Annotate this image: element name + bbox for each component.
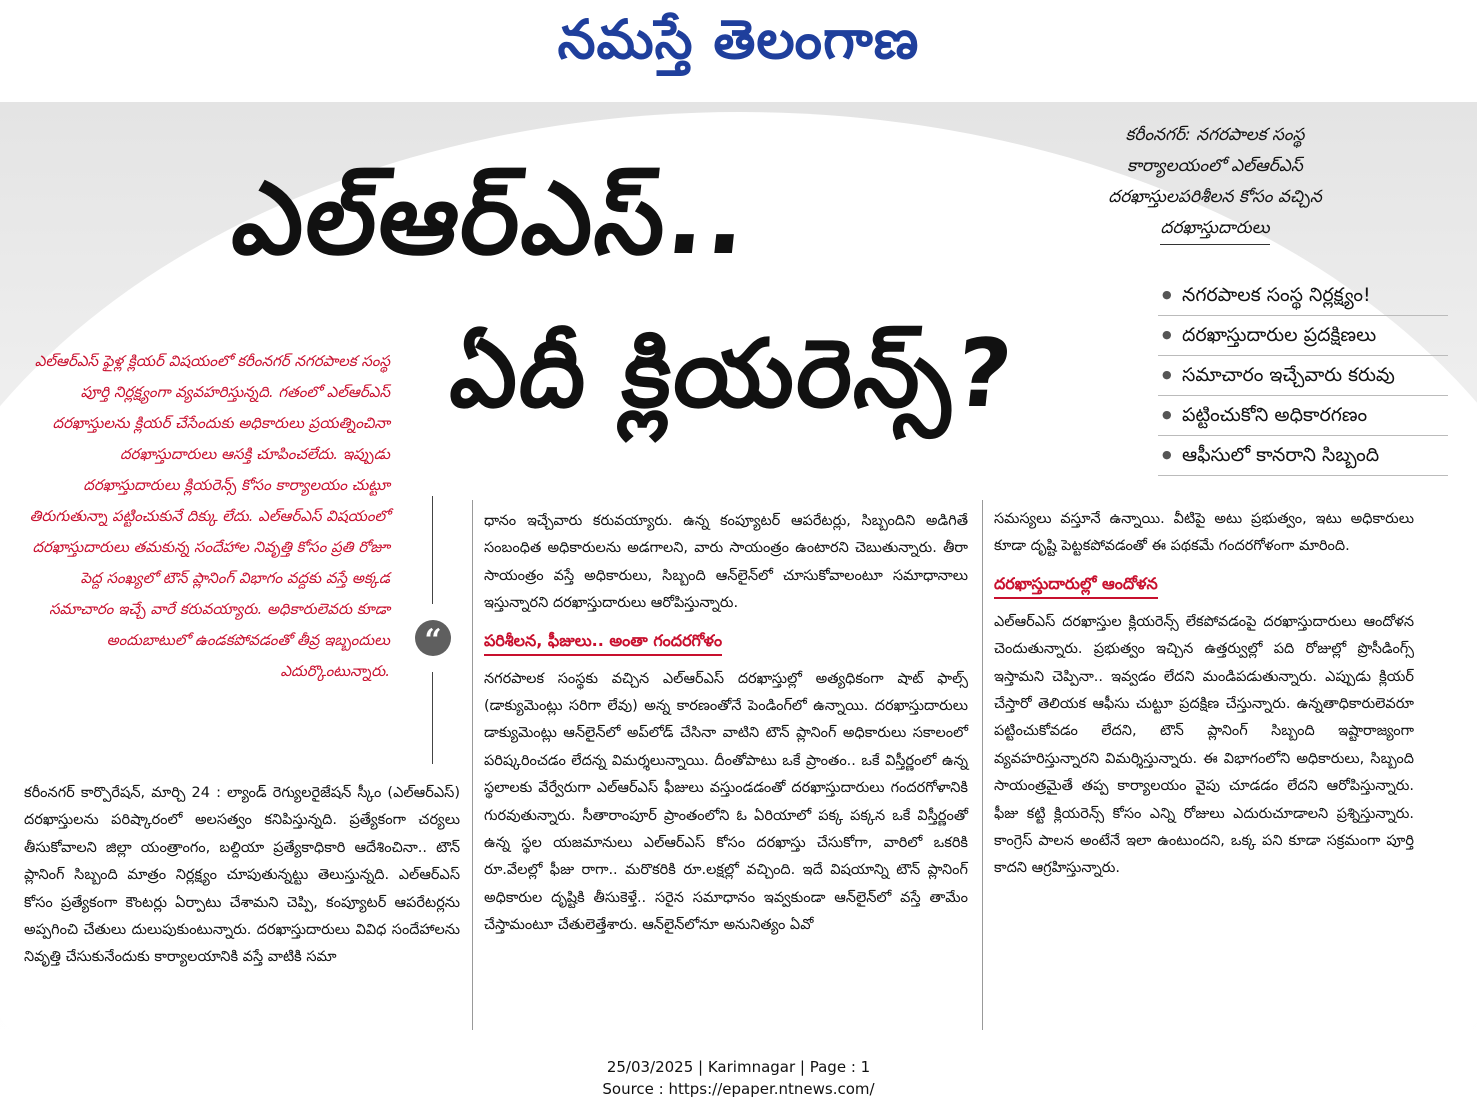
article-column-3	[994, 506, 1414, 883]
photo-caption	[1050, 120, 1380, 245]
article-paragraph: నగరపాలక సంస్థకు వచ్చిన ఎల్‌ఆర్‌ఎస్ దరఖాస్తుల్లో అత్యధికంగా షాట్ ఫాల్స్ (డాక్యుమెంట్లు సరిగా లేవు) అన్న కారణంతోనే పెండింగ్‌లో ఉన్నాయి. దరఖాస్తుదారులు డాక్యుమెంట్లు ఆన్‌లైన్‌లో అప్‌లోడ్ చేసినా వాటిని టౌన్ ప్లానింగ్ అధికారులు సకాలంలో పరిష్కరించడం లేదన్న విమర్శలున్నాయి. దీంతోపాటు ఒకే ప్రాంతం.. ఒకే విస్తీర్ణంలో ఉన్న స్థలాలకు వేర్వేరుగా ఎల్‌ఆర్‌ఎస్ ఫీజులు వస్తుండడంతో దరఖాస్తుదారులు గందరగోళానికి గురవుతున్నారు. సీతారాంపూర్ ప్రాంతంలోని ఓ ఏరియాలో పక్క పక్కన ఒకే విస్తీర్ణంతో ఉన్న స్థల యజమానులు ఎల్‌ఆర్‌ఎస్ కోసం దరఖాస్తు చేసుకోగా, వారిలో ఒకరికి రూ.వేలల్లో ఫీజు రాగా.. మరొకరికి రూ.లక్షల్లో వచ్చింది. ఇదే విషయాన్ని టౌన్ ప్లానింగ్ అధికారుల దృష్టికి తీసుకెళ్తే.. సరైన సమాధానం ఇవ్వకుండా ఆన్‌లైన్‌లో వస్తే తామేం చేస్తామంటూ చేతులెత్తేశారు. ఆన్‌లైన్‌లోనూ అనునిత్యం ఏవో	[484, 670, 968, 934]
article-paragraph: కరీంనగర్ కార్పొరేషన్, మార్చి 24 : ల్యాండ్ రెగ్యులరైజేషన్ స్కీం (ఎల్‌ఆర్‌ఎస్) దరఖాస్తులను పరిష్కారంలో అలసత్వం కనిపిస్తున్నది. ప్రత్యేకంగా చర్యలు తీసుకోవాలని జిల్లా యంత్రాంగం, బల్దియా ప్రత్యేకాధికారి ఆదేశించినా.. టౌన్ ప్లానింగ్ సిబ్బంది మాత్రం నిర్లక్ష్యం చూపుతున్నట్టు తెలుస్తున్నది. ఎల్‌ఆర్‌ఎస్ కోసం ప్రత్యేకంగా కౌంటర్లు ఏర్పాటు చేశామని చెప్పి, కంప్యూటర్ ఆపరేటర్లను అప్పగించి చేతులు దులుపుకుంటున్నారు. దరఖాస్తుదారులు వివిధ సందేహాలను నివృత్తి చేసుకునేందుకు కార్యాలయానికి వస్తే వాటికి సమా	[24, 785, 460, 966]
article-paragraph: ఎల్‌ఆర్‌ఎస్ దరఖాస్తుల క్లియరెన్స్ లేకపోవడంపై దరఖాస్తుదారులు ఆందోళన చెందుతున్నారు. ప్రభుత్వం ఇచ్చిన ఉత్తర్వుల్లో పది రోజుల్లో ప్రొసీడింగ్స్ ఇస్తామని చెప్పినా.. ఇవ్వడం లేదని మండిపడుతున్నారు. ఎప్పుడు క్లియర్ చేస్తారో తెలియక ఆఫీసు చుట్టూ ప్రదక్షిణ చేస్తున్నారు. ఉన్నతాధికారులెవరూ పట్టించుకోవడం లేదని, టౌన్ ప్లానింగ్ సిబ్బంది ఇష్టారాజ్యంగా వ్యవహరిస్తున్నారని విమర్శిస్తున్నారు. ఈ విభాగంలోని అధికారులు, సిబ్బంది సాయంత్రమైతే తప్ప కార్యాలయం వైపు చూడడం లేదని ఆరోపిస్తున్నారు. ఫీజు కట్టి క్లియరెన్స్ కోసం ఎన్ని రోజులు ఎదురుచూడాలని ప్రశ్నిస్తున్నారు. కాంగ్రెస్ పాలన అంటేనే ఇలా ఉంటుందని, ఒక్క పని కూడా సక్రమంగా పూర్తి కాదని ఆగ్రహిస్తున్నారు.	[994, 613, 1414, 877]
bullet-item: ● నగరపాలక సంస్థ నిర్లక్ష్యం!	[1158, 276, 1448, 316]
caption-line: దరఖాస్తులపరిశీలన కోసం వచ్చిన	[1108, 187, 1322, 207]
page-footer	[0, 1056, 1477, 1100]
bullet-item: ● ఆఫీసులో కానరాని సిబ్బంది	[1158, 436, 1448, 476]
section-subhead: పరిశీలన, ఫీజులు.. అంతా గందరగోళం	[484, 628, 722, 656]
article-paragraph: ధానం ఇచ్చేవారు కరువయ్యారు. ఉన్న కంప్యూటర్ ఆపరేటర్లు, సిబ్బందిని అడిగితే సంబంధిత అధికారులను అడగాలని, వారు సాయంత్రం ఉంటారని చెబుతున్నారు. తీరా సాయంత్రం వస్తే అధికారులు, సిబ్బంది ఆన్‌లైన్‌లో చూసుకోవాలంటూ సమాధానాలు ఇస్తున్నారని దరఖాస్తుదారులు ఆరోపిస్తున్నారు.	[484, 513, 968, 612]
section-subhead: దరఖాస్తుదారుల్లో ఆందోళన	[994, 571, 1158, 599]
footer-source: Source : https://epaper.ntnews.com/	[602, 1080, 875, 1098]
caption-line: దరఖాస్తుదారులు	[1160, 213, 1269, 245]
article-column-1	[24, 780, 460, 972]
column-divider	[472, 500, 473, 1030]
column-divider	[982, 500, 983, 1030]
quote-rule-bottom	[432, 672, 433, 764]
caption-line: కరీంనగర్: నగరపాలక సంస్థ	[1125, 125, 1305, 145]
bullet-item: ● సమాచారం ఇచ్చేవారు కరువు	[1158, 356, 1448, 396]
bullet-item: ● దరఖాస్తుదారుల ప్రదక్షిణలు	[1158, 316, 1448, 356]
headline-line-2: ఏదీ క్లియరెన్స్?	[445, 320, 1019, 429]
quote-icon: “	[415, 620, 451, 656]
bullet-item: ● పట్టించుకోని అధికారగణం	[1158, 396, 1448, 436]
caption-line: కార్యాలయంలో ఎల్‌ఆర్‌ఎస్	[1127, 156, 1303, 176]
highlight-bullets	[1158, 276, 1448, 476]
masthead-logo: నమస్తే తెలంగాణ	[557, 8, 920, 71]
article-column-2	[484, 508, 968, 940]
headline-line-1: ఎల్‌ఆర్‌ఎస్..	[227, 160, 754, 277]
quote-rule-top	[432, 496, 433, 604]
pull-quote: ఎల్‌ఆర్‌ఎస్ ఫైళ్ల క్లియర్ విషయంలో కరీంనగర్ నగరపాలక సంస్థ పూర్తి నిర్లక్ష్యంగా వ్యవహరిస్తున్నది. గతంలో ఎల్‌ఆర్‌ఎస్ దరఖాస్తులను క్లియర్ చేసేందుకు అధికారులు ప్రయత్నించినా దరఖాస్తుదారులు ఆసక్తి చూపించలేదు. ఇప్పుడు దరఖాస్తుదారులు క్లియరెన్స్ కోసం కార్యాలయం చుట్టూ తిరుగుతున్నా పట్టించుకునే దిక్కు లేదు. ఎల్‌ఆర్‌ఎస్ విషయంలో దరఖాస్తుదారులు తమకున్న సందేహాల నివృత్తి కోసం ప్రతి రోజూ పెద్ద సంఖ్యలో టౌన్ ప్లానింగ్ విభాగం వద్దకు వస్తే అక్కడ సమాచారం ఇచ్చే వారే కరువయ్యారు. అధికారులెవరు కూడా అందుబాటులో ఉండకపోవడంతో తీవ్ర ఇబ్బందులు ఎదుర్కొంటున్నారు.	[29, 352, 390, 680]
article-paragraph: సమస్యలు వస్తూనే ఉన్నాయి. వీటిపై అటు ప్రభుత్వం, ఇటు అధికారులు కూడా దృష్టి పెట్టకపోవడంతో ఈ పథకమే గందరగోళంగా మారింది.	[994, 511, 1414, 555]
footer-date-edition: 25/03/2025 | Karimnagar | Page : 1	[606, 1058, 871, 1076]
